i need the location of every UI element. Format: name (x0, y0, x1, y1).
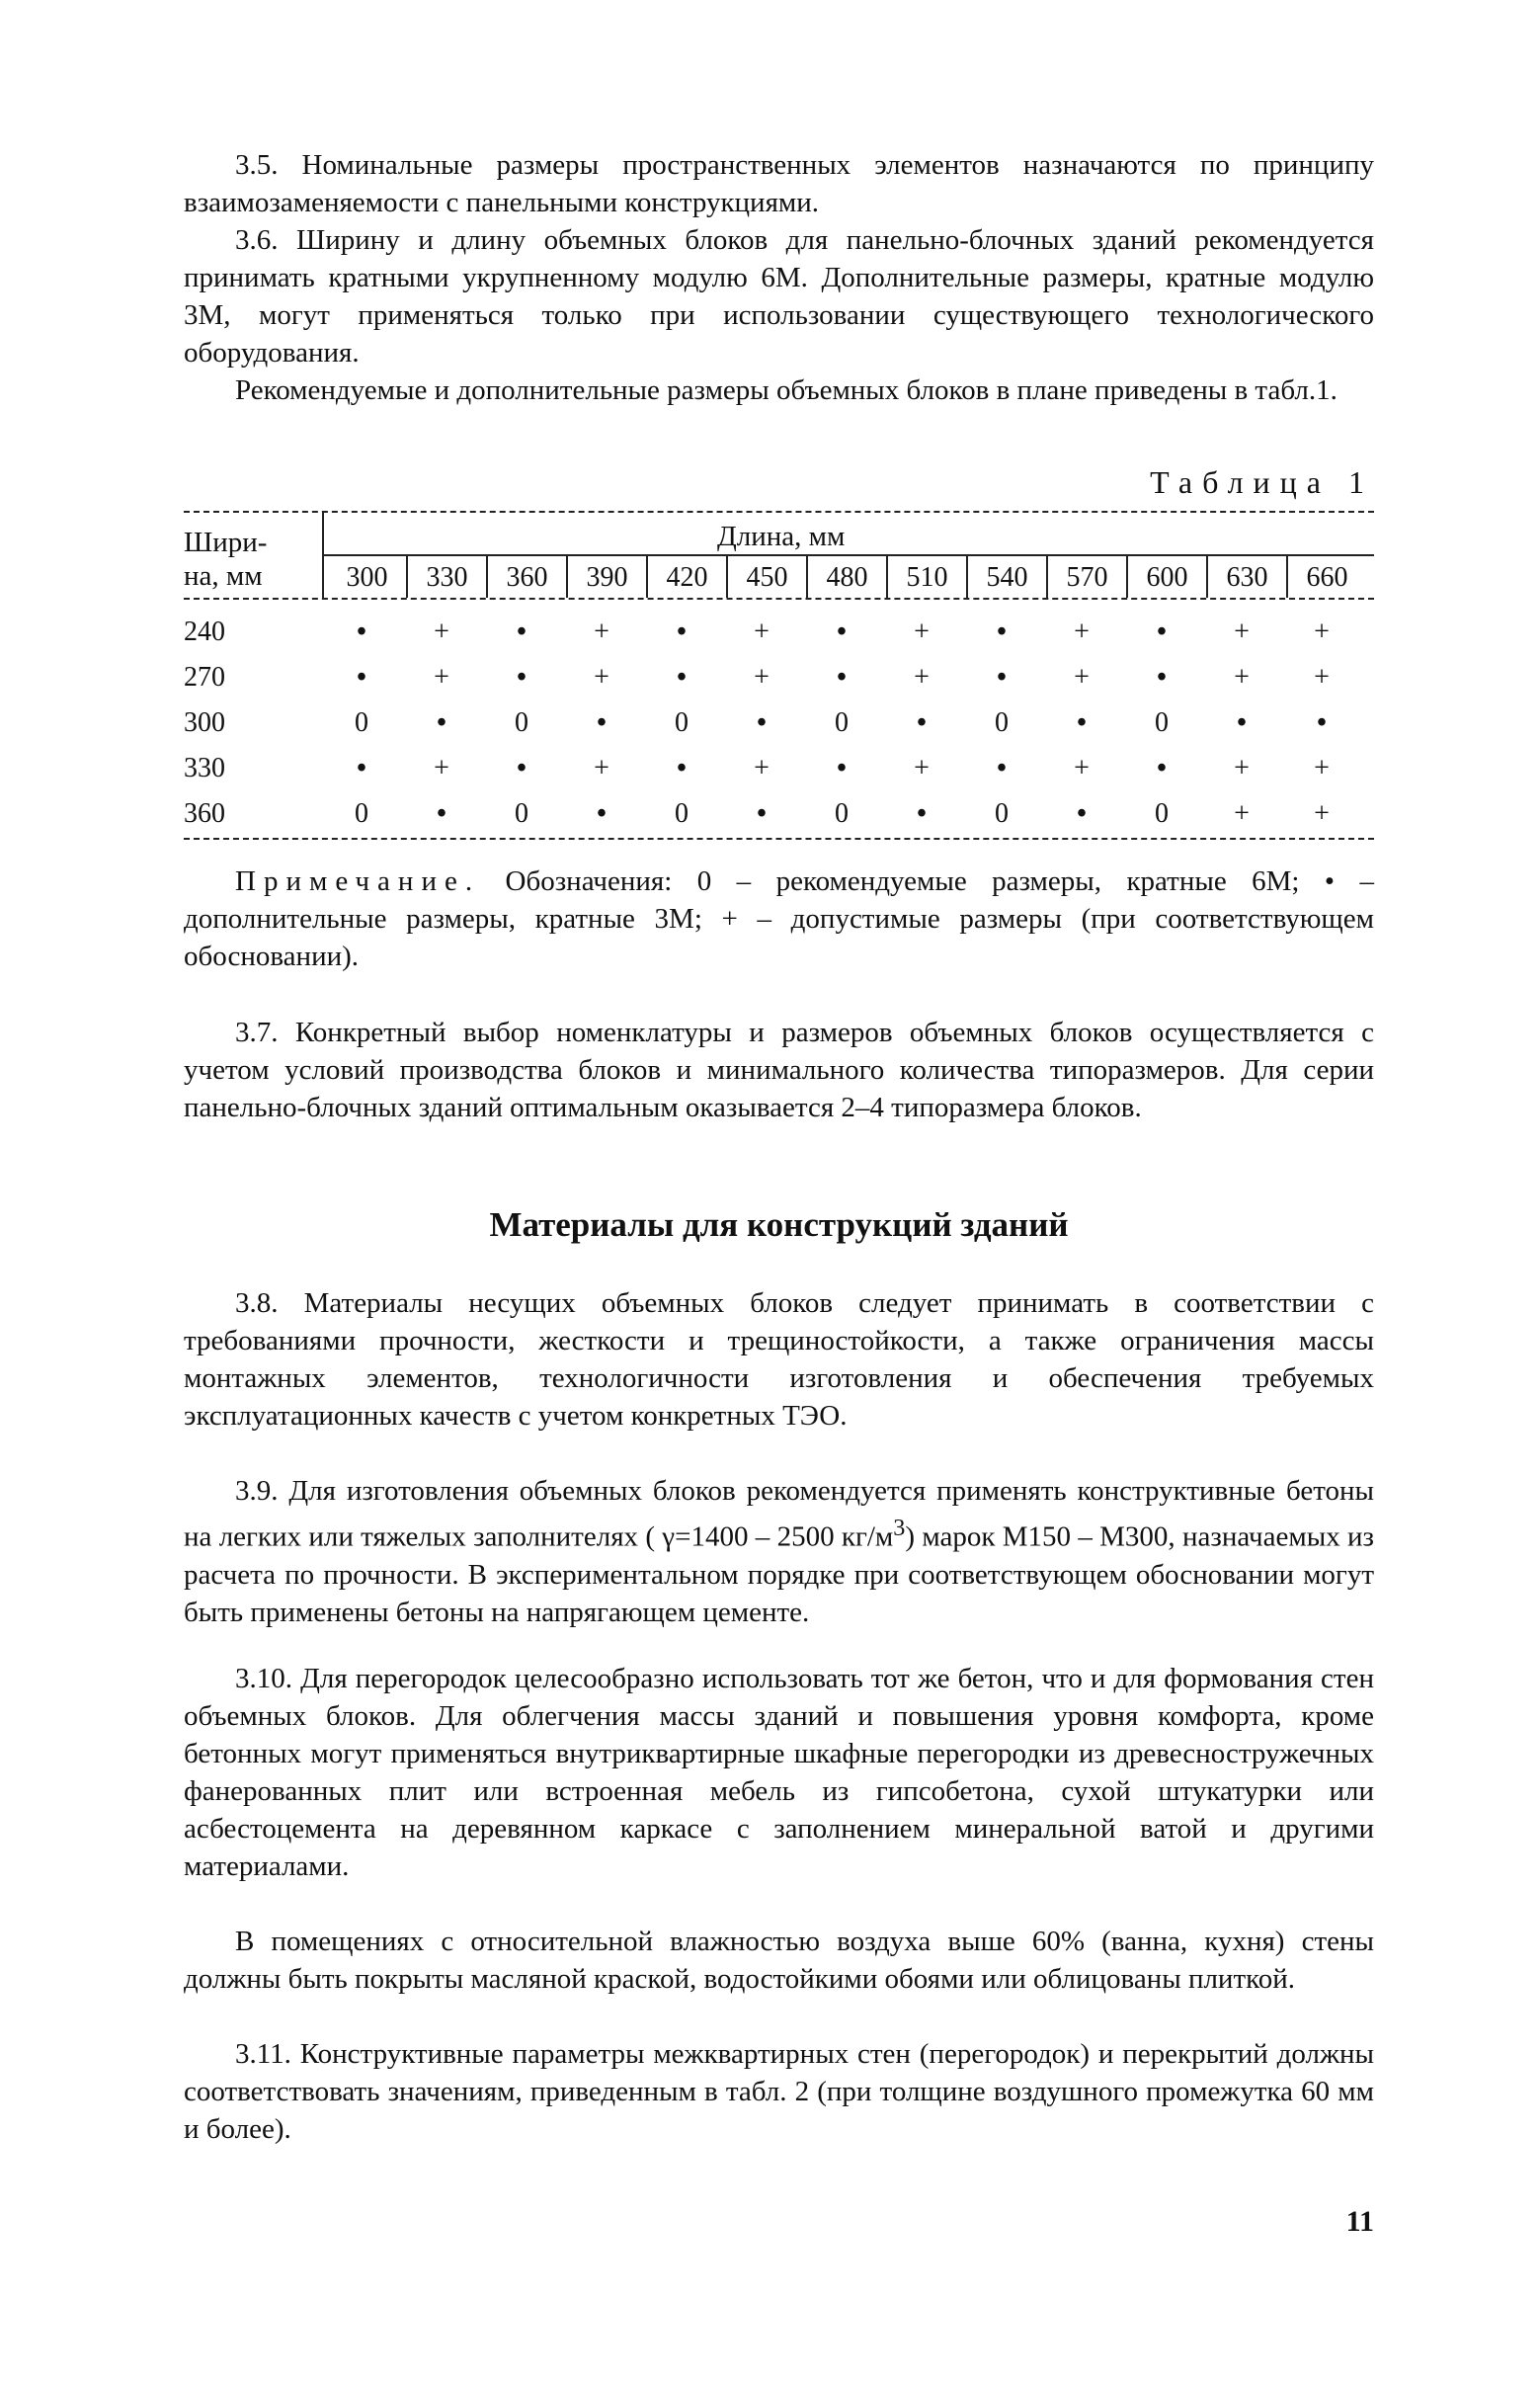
table-mark: • (1237, 707, 1247, 738)
table-mark: • (757, 798, 767, 829)
table-mark: • (597, 798, 607, 829)
column-divider (646, 556, 648, 598)
row-width-label: 240 (184, 616, 225, 647)
table-mark: • (677, 662, 687, 693)
column-header: 390 (586, 562, 628, 593)
column-header: 540 (986, 562, 1028, 593)
note-text: Обозначения: 0 – рекомендуемые размеры, кратные 6М; • – дополнительные размеры, кратные 3М; + – допустимые размеры (при соответствующем обосновании). (184, 865, 1374, 972)
section-heading: Материалы для конструкций зданий (489, 1205, 1069, 1244)
column-divider (966, 556, 968, 598)
column-divider (566, 556, 568, 598)
table-mark: • (677, 753, 687, 783)
column-divider (486, 556, 488, 598)
column-header: 450 (746, 562, 788, 593)
note-label: Примечание. (235, 865, 481, 897)
table-mark: • (517, 662, 527, 693)
table-mark: 0 (1155, 798, 1169, 829)
table-mark: • (357, 662, 366, 693)
paragraph-3-10: 3.10. Для перегородок целесообразно использовать тот же бетон, что и для формования стен объемных блоков. Для облегчения массы зданий и повышения уровня комфорта, кроме бетонных могут применяться внутриквартирные шкафные перегородки из древесностружечных фанерованных плит или встроенная мебель из гипсобетона, сухой штукатурки или асбестоцемента на деревянном каркасе с заполнением минеральной ватой и другими материалами. (184, 1663, 1374, 1882)
table-mark: 0 (675, 707, 689, 738)
paragraph-3-7: 3.7. Конкретный выбор номенклатуры и размеров объемных блоков осуществляется с учетом условий производства блоков и минимального количества типоразмеров. Для серии панельно-блочных зданий оптимальным оказывается 2–4 типоразмера блоков. (184, 1017, 1374, 1123)
table-mark: 0 (835, 798, 849, 829)
table-mark: + (1234, 662, 1250, 693)
table-mark: + (1074, 753, 1090, 783)
table-mark: + (1234, 753, 1250, 783)
length-header: Длина, мм (717, 521, 846, 552)
table-mark: • (1157, 662, 1167, 693)
column-header: 360 (506, 562, 548, 593)
table-mark: 0 (355, 798, 368, 829)
table-mark: + (914, 616, 930, 647)
row-width-label: 360 (184, 798, 225, 829)
row-width-label: 270 (184, 662, 225, 693)
table-mark: 0 (355, 707, 368, 738)
table-mark: + (594, 616, 609, 647)
table-mark: + (434, 662, 449, 693)
table-mark: + (1314, 753, 1330, 783)
table-mark: • (357, 753, 366, 783)
table-mark: • (997, 753, 1007, 783)
table-mark: • (437, 707, 446, 738)
table-note (184, 862, 1374, 975)
table-mark: • (437, 798, 446, 829)
column-header: 330 (426, 562, 468, 593)
table-mark: • (917, 798, 927, 829)
table-top-rule (184, 511, 1374, 513)
column-divider (806, 556, 808, 598)
paragraph-3-8: 3.8. Материалы несущих объемных блоков следует принимать в соответствии с требованиями прочности, жесткости и трещиностойкости, а также ограничения массы монтажных элементов, технологичности изготовления и обеспечения требуемых эксплуатационных качеств с учетом конкретных ТЭО. (184, 1287, 1374, 1432)
column-header: 300 (346, 562, 388, 593)
table-mark: • (997, 662, 1007, 693)
table-mark: + (914, 662, 930, 693)
table-mark: + (1314, 662, 1330, 693)
table-mark: + (1314, 798, 1330, 829)
column-header: 510 (906, 562, 948, 593)
paragraph-3-10-humidity: В помещениях с относительной влажностью воздуха выше 60% (ванна, кухня) стены должны быть покрыты масляной краской, водостойкими обоями или облицованы плиткой. (184, 1926, 1374, 1995)
table-mark: • (917, 707, 927, 738)
table-mark: • (1317, 707, 1327, 738)
table-mark: • (757, 707, 767, 738)
table-mark: 0 (675, 798, 689, 829)
table-mark: • (597, 707, 607, 738)
table-caption: Таблица 1 (1150, 464, 1374, 500)
table-mark: • (1157, 616, 1167, 647)
table-mark: + (1074, 616, 1090, 647)
p39-part-a: 3.9. Для изготовления объемных блоков рекомендуется применять конструктивные бетоны на легких или тяжелых заполнителях ( γ=1400 – 2500 кг/м (184, 1475, 1374, 1553)
table-mark: • (677, 616, 687, 647)
table-header-rule (184, 598, 1374, 600)
table-mark: + (1074, 662, 1090, 693)
column-divider (1126, 556, 1128, 598)
table-mark: + (754, 662, 770, 693)
table-mark: + (1314, 616, 1330, 647)
table-mark: 0 (1155, 707, 1169, 738)
p39-superscript: 3 (893, 1515, 906, 1541)
row-width-label: 300 (184, 707, 225, 738)
column-header: 600 (1146, 562, 1188, 593)
table-bottom-rule (184, 838, 1374, 840)
table-mark: • (357, 616, 366, 647)
table-mark: + (754, 616, 770, 647)
table-mark: 0 (995, 707, 1009, 738)
column-header: 630 (1226, 562, 1268, 593)
column-header: 480 (826, 562, 868, 593)
table-mark: + (914, 753, 930, 783)
table-mark: 0 (835, 707, 849, 738)
table-mark: + (434, 616, 449, 647)
page-number: 11 (1345, 2205, 1374, 2238)
paragraph-3-6-table-reference: Рекомендуемые и дополнительные размеры объемных блоков в плане приведены в табл.1. (235, 374, 1337, 406)
column-divider (406, 556, 408, 598)
column-divider (1206, 556, 1208, 598)
dimensions-table (184, 509, 1374, 864)
table-mark: + (594, 753, 609, 783)
table-mark: 0 (995, 798, 1009, 829)
table-mark: + (1234, 616, 1250, 647)
table-mark: + (434, 753, 449, 783)
column-header: 660 (1306, 562, 1348, 593)
column-divider (1286, 556, 1288, 598)
table-mark: • (837, 616, 847, 647)
paragraph-3-11: 3.11. Конструктивные параметры межквартирных стен (перегородок) и перекрытий должны соответствовать значениям, приведенным в табл. 2 (при толщине воздушного промежутка 60 мм и более). (184, 2038, 1374, 2145)
row-header-line2: на, мм (184, 560, 263, 592)
column-header: 570 (1066, 562, 1108, 593)
table-mark: • (837, 753, 847, 783)
paragraph-3-9 (184, 1472, 1374, 1631)
table-mark: • (837, 662, 847, 693)
row-header-line1: Шири- (184, 527, 268, 558)
p39-part-b: ) марок М150 – М300, назначаемых из расчета по прочности. В экспериментальном порядке при соответствующем обосновании могут быть применены бетоны на напрягающем цементе. (184, 1520, 1374, 1628)
table-mark: + (1234, 798, 1250, 829)
table-mark: • (1077, 707, 1087, 738)
table-mark: + (754, 753, 770, 783)
column-divider (726, 556, 728, 598)
row-width-label: 330 (184, 753, 225, 783)
table-subheader-rule (322, 554, 1374, 556)
column-divider (886, 556, 888, 598)
paragraph-3-5: 3.5. Номинальные размеры пространственных элементов назначаются по принципу взаимозаменяемости с панельными конструкциями. (184, 149, 1374, 218)
table-mark: • (1157, 753, 1167, 783)
column-header: 420 (666, 562, 708, 593)
table-mark: • (997, 616, 1007, 647)
table-mark: • (517, 616, 527, 647)
table-mark: + (594, 662, 609, 693)
column-divider (1046, 556, 1048, 598)
table-mark: • (517, 753, 527, 783)
table-mark: • (1077, 798, 1087, 829)
table-mark: 0 (515, 707, 528, 738)
table-mark: 0 (515, 798, 528, 829)
paragraph-3-6: 3.6. Ширину и длину объемных блоков для панельно-блочных зданий рекомендуется принимать кратными укрупненному модулю 6М. Дополнительные размеры, кратные модулю 3М, могут применяться только при использовании существующего технологического оборудования. (184, 224, 1374, 369)
